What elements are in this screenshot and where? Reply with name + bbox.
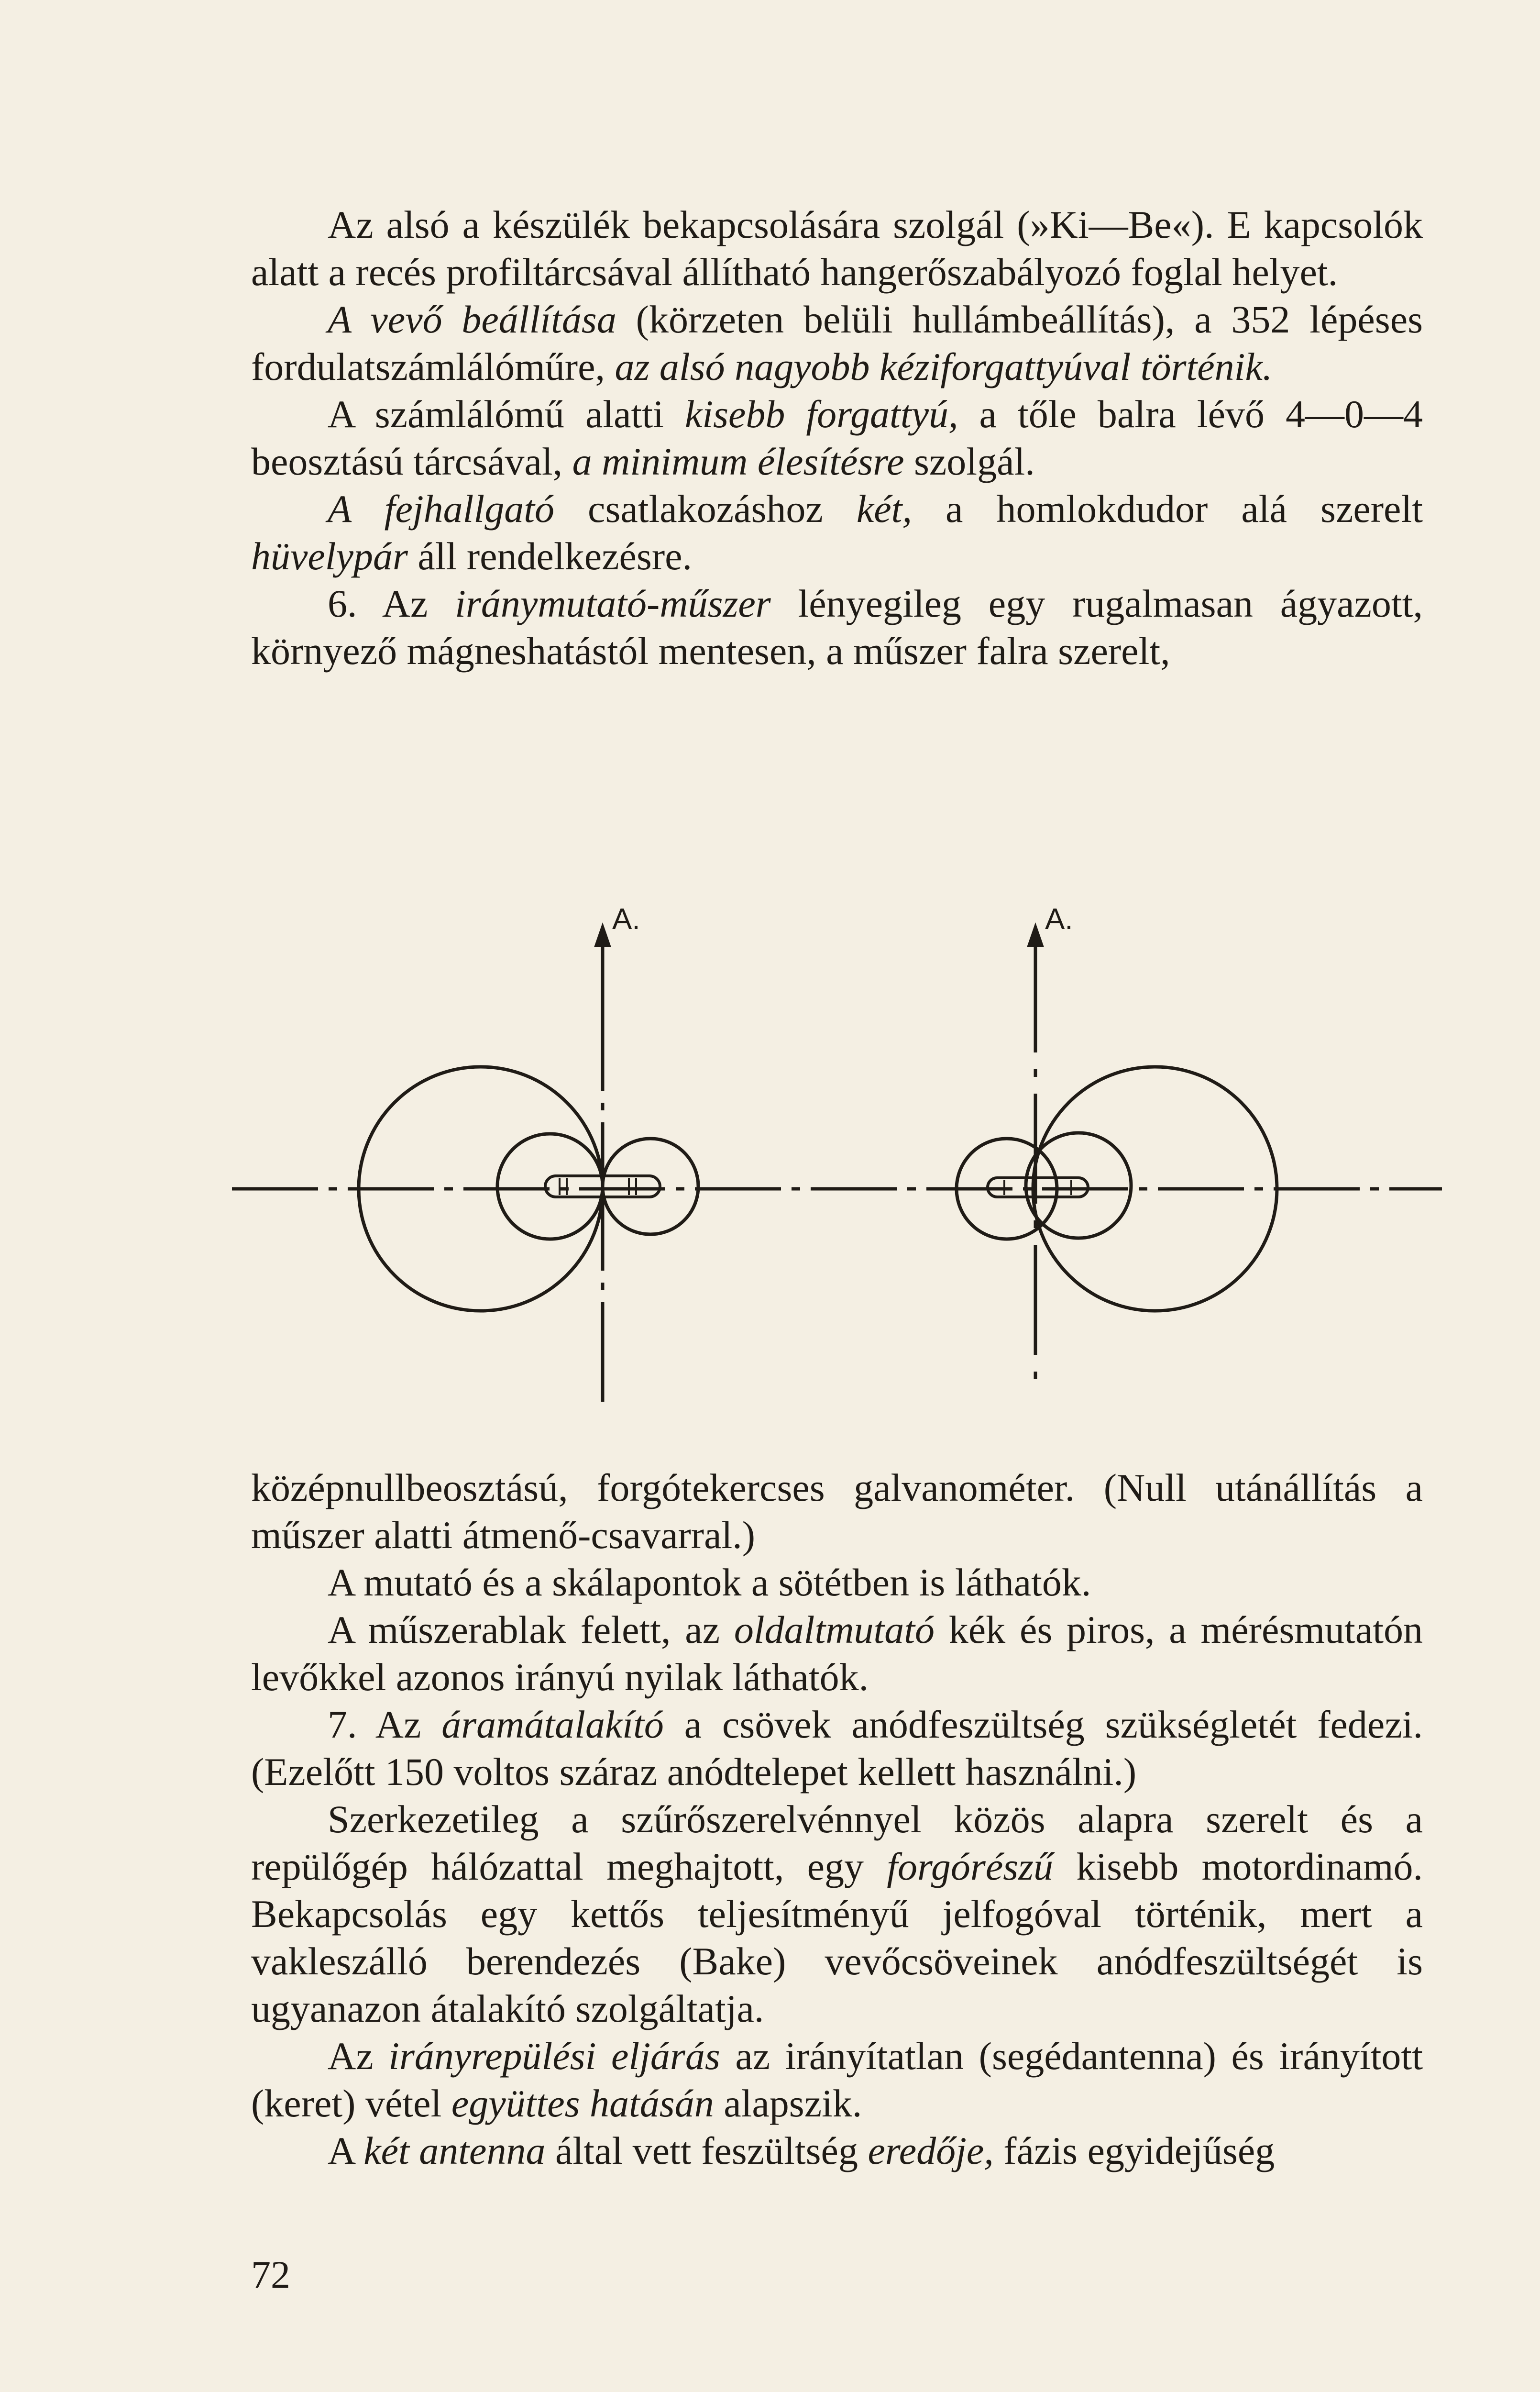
body-text-bottom (251, 1464, 1423, 2174)
emphasis-text: kisebb forgattyú, (684, 392, 958, 436)
page-number: 72 (251, 2253, 290, 2296)
text-run: 6. Az (328, 582, 455, 625)
text-run: az irányítatlan (segédantenna) és irányított (keret) vétel (251, 2034, 1423, 2125)
emphasis-text: a minimum élesítésre (572, 440, 904, 483)
emphasis-text: forgórészű (887, 1845, 1054, 1888)
paragraph (251, 1559, 1423, 1606)
text-run: a homlokdudor alá szerelt (912, 487, 1423, 531)
paragraph (251, 1701, 1423, 1795)
text-run: Az (328, 2034, 389, 2078)
text-run: a csövek anódfeszültség szükségletét fedezi. (Ezelőtt 150 voltos száraz anódtelepet kellett használni.) (251, 1703, 1423, 1794)
text-run: Az alsó a készülék bekapcsolására szolgál (»Ki—Be«). E kapcsolók alatt a recés profiltárcsával állítható hangerőszabályozó foglal helyet. (251, 203, 1423, 294)
emphasis-text: együttes hatásán (451, 2082, 714, 2125)
emphasis-text: eredője, (868, 2129, 994, 2172)
paragraph (251, 485, 1423, 580)
text-run: középnullbeosztású, forgótekercses galvanométer. (Null utánállítás a műszer alatti átmenő-csavarral.) (251, 1466, 1423, 1557)
paragraph (251, 390, 1423, 485)
paragraph (251, 2127, 1423, 2174)
emphasis-text: oldaltmutató (734, 1608, 935, 1651)
left-arrow-label: A. (612, 903, 640, 936)
emphasis-text: áramátalakító (441, 1703, 664, 1746)
emphasis-text: A fejhallgató (328, 487, 554, 531)
paragraph (251, 1606, 1423, 1701)
text-run: kék és piros, a mérésmutatón levőkkel azonos irányú nyilak láthatók. (251, 1608, 1423, 1699)
emphasis-text: irányrepülési eljárás (388, 2034, 720, 2078)
body-text-top (251, 201, 1423, 675)
right-arrowhead (1027, 922, 1044, 947)
text-run: A számlálómű alatti (328, 392, 685, 436)
paragraph (251, 580, 1423, 675)
text-run: szolgál. (904, 440, 1035, 483)
paragraph (251, 1795, 1423, 2032)
emphasis-text: iránymutató-műszer (455, 582, 771, 625)
paragraph (251, 201, 1423, 296)
paragraph (251, 296, 1423, 390)
text-run: a tőle balra lévő 4—0—4 beosztású tárcsával, (251, 392, 1423, 483)
left-arrowhead (594, 922, 611, 947)
right-arrow-label: A. (1045, 903, 1073, 936)
emphasis-text: hüvelypár (251, 534, 408, 578)
left-small-lobe-left (497, 1134, 603, 1239)
emphasis-text: az alsó nagyobb kéziforgattyúval történik. (615, 345, 1273, 388)
text-run: (körzeten belüli hullámbeállítás), a 352 lépéses fordulatszámlálóműre, (251, 298, 1423, 388)
text-run: A (328, 2129, 364, 2172)
text-run: lényegileg egy rugalmasan ágyazott, környező mágneshatástól mentesen, a műszer falra szerelt, (251, 582, 1423, 673)
text-run: A műszerablak felett, az (328, 1608, 734, 1651)
text-run: 7. Az (328, 1703, 442, 1746)
text-run: csatlakozáshoz (554, 487, 857, 531)
right-small-lobe-right (1026, 1133, 1131, 1238)
emphasis-text: két, (856, 487, 912, 531)
paragraph (251, 1464, 1423, 1559)
text-run: alapszik. (714, 2082, 862, 2125)
text-run: A mutató és a skálapontok a sötétben is láthatók. (328, 1561, 1091, 1604)
text-run: fázis egyidejűség (993, 2129, 1275, 2172)
emphasis-text: két antenna (363, 2129, 546, 2172)
text-run: áll rendelkezésre. (407, 534, 693, 578)
text-run: Szerkezetileg a szűrőszerelvénnyel közös alapra szerelt és a repülőgép hálózattal meghajtott, egy (251, 1797, 1423, 1888)
left-small-lobe-right (603, 1139, 698, 1234)
text-run: által vett feszültség (545, 2129, 868, 2172)
antenna-directional-diagram (230, 875, 1454, 1426)
emphasis-text: A vevő beállítása (328, 298, 616, 341)
text-run: kisebb motordinamó. Bekapcsolás egy kettős teljesítményű jelfogóval történik, mert a vakleszálló berendezés (Bake) vevőcsöveinek anódfeszültségét is ugyanazon átalakító szolgáltatja. (251, 1845, 1423, 2030)
paragraph (251, 2032, 1423, 2127)
